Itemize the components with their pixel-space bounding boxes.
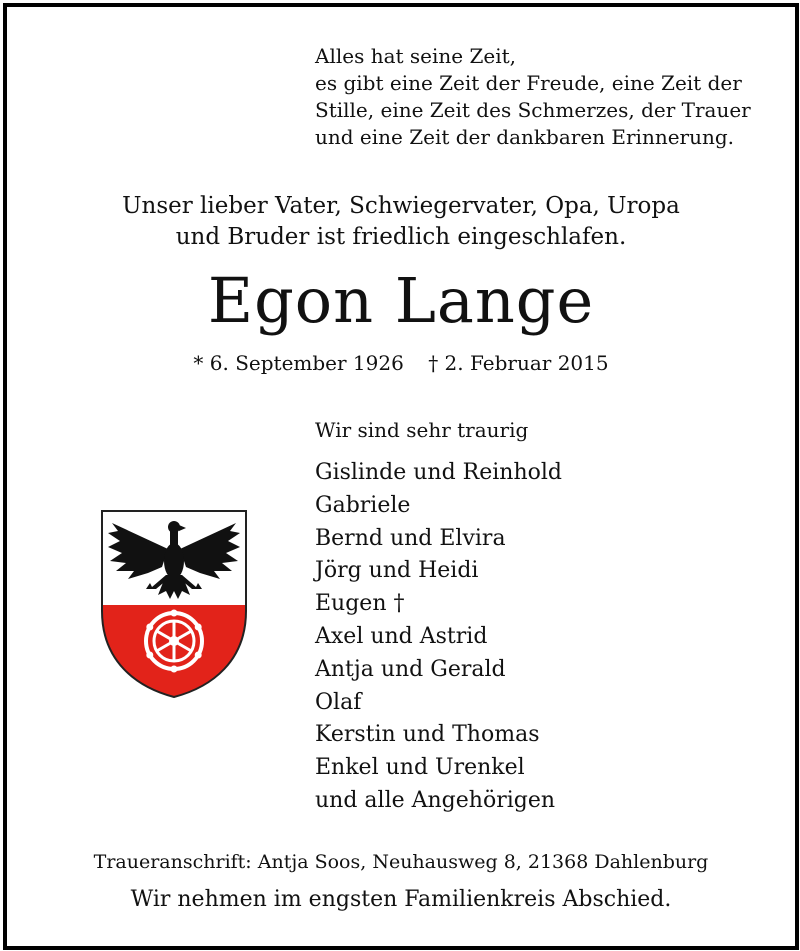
mourning-address: Traueranschrift: Antja Soos, Neuhausweg 8, 21368 Dahlenburg xyxy=(93,851,709,873)
poem-line: und eine Zeit der dankbaren Erinnerung. xyxy=(315,125,735,149)
announcement-text xyxy=(7,191,795,253)
mourner-name: Eugen † xyxy=(315,591,405,617)
death-date: † 2. Februar 2015 xyxy=(428,351,609,375)
deceased-name: Egon Lange xyxy=(207,264,595,337)
poem xyxy=(315,43,751,151)
mourner-name: und alle Angehörigen xyxy=(315,787,556,813)
farewell-note: Wir nehmen im engsten Familienkreis Abschied. xyxy=(130,887,672,912)
mourner-name: Gislinde und Reinhold xyxy=(315,460,562,485)
poem-line: Stille, eine Zeit des Schmerzes, der Trauer xyxy=(315,98,751,122)
coat-of-arms-icon xyxy=(100,509,248,699)
poem-line: es gibt eine Zeit der Freude, eine Zeit der xyxy=(315,71,742,95)
mourner-name: Antja und Gerald xyxy=(315,656,506,682)
mourner-name: Jörg und Heidi xyxy=(315,558,479,584)
life-dates xyxy=(7,350,795,376)
poem-line: Alles hat seine Zeit, xyxy=(315,44,516,68)
mourners-list xyxy=(315,457,562,818)
birth-date: * 6. September 1926 xyxy=(193,351,404,375)
announcement-line-1: Unser lieber Vater, Schwiegervater, Opa, Uropa xyxy=(122,193,680,219)
mourner-name: Axel und Astrid xyxy=(315,623,488,649)
mourner-name: Kerstin und Thomas xyxy=(315,722,540,748)
obituary-notice xyxy=(3,3,799,950)
mourner-name: Bernd und Elvira xyxy=(315,525,506,551)
mourner-name: Olaf xyxy=(315,689,362,715)
announcement-line-2: und Bruder ist friedlich eingeschlafen. xyxy=(175,224,627,250)
mourner-name: Enkel und Urenkel xyxy=(315,755,525,781)
mourners-heading: Wir sind sehr traurig xyxy=(315,418,529,442)
mourner-name: Gabriele xyxy=(315,492,411,518)
